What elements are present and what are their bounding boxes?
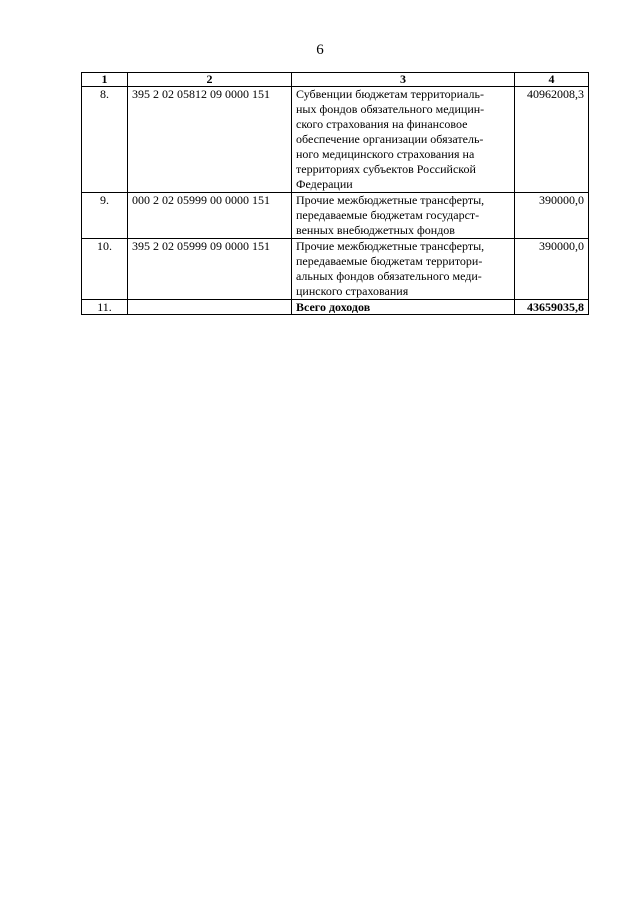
revenue-name-line: Субвенции бюджетам территориаль- (296, 87, 484, 101)
revenue-name-line: обеспечение организации обязатель- (296, 132, 484, 146)
revenue-name-line: ного медицинского страхования на (296, 147, 475, 161)
revenue-name-line: передаваемые бюджетам государст- (296, 208, 480, 222)
table-row (82, 193, 589, 239)
revenue-name-line: альных фондов обязательного меди- (296, 269, 482, 283)
total-amount: 43659035,8 (515, 300, 589, 315)
revenue-name-line: территориях субъектов Российской (296, 162, 476, 176)
amount: 390000,0 (515, 239, 589, 300)
revenue-name-line: ных фондов обязательного медицин- (296, 102, 485, 116)
total-label: Всего доходов (292, 300, 515, 315)
revenue-name-line: передаваемые бюджетам территори- (296, 254, 483, 268)
revenue-name (292, 239, 515, 300)
row-number: 9. (82, 193, 128, 239)
table-row (82, 239, 589, 300)
row-number: 8. (82, 87, 128, 193)
table-header-row (82, 73, 589, 87)
revenue-name-line: Прочие межбюджетные трансферты, (296, 239, 485, 253)
revenue-name-line: ского страхования на финансовое (296, 117, 468, 131)
header-col-3: 3 (292, 73, 515, 87)
revenue-name (292, 87, 515, 193)
revenue-table (81, 72, 589, 315)
revenue-name (292, 193, 515, 239)
page-number: 6 (316, 42, 324, 58)
row-number: 11. (82, 300, 128, 315)
header-col-2: 2 (128, 73, 292, 87)
budget-code: 395 2 02 05812 09 0000 151 (128, 87, 292, 193)
header-col-4: 4 (515, 73, 589, 87)
revenue-name-line: Федерации (296, 177, 353, 191)
amount: 40962008,3 (515, 87, 589, 193)
revenue-name-line: Прочие межбюджетные трансферты, (296, 193, 485, 207)
budget-code (128, 300, 292, 315)
total-row (82, 300, 589, 315)
budget-code: 395 2 02 05999 09 0000 151 (128, 239, 292, 300)
amount: 390000,0 (515, 193, 589, 239)
budget-code: 000 2 02 05999 00 0000 151 (128, 193, 292, 239)
header-col-1: 1 (82, 73, 128, 87)
table-row (82, 87, 589, 193)
row-number: 10. (82, 239, 128, 300)
revenue-name-line: венных внебюджетных фондов (296, 223, 455, 237)
revenue-name-line: цинского страхования (296, 284, 409, 298)
